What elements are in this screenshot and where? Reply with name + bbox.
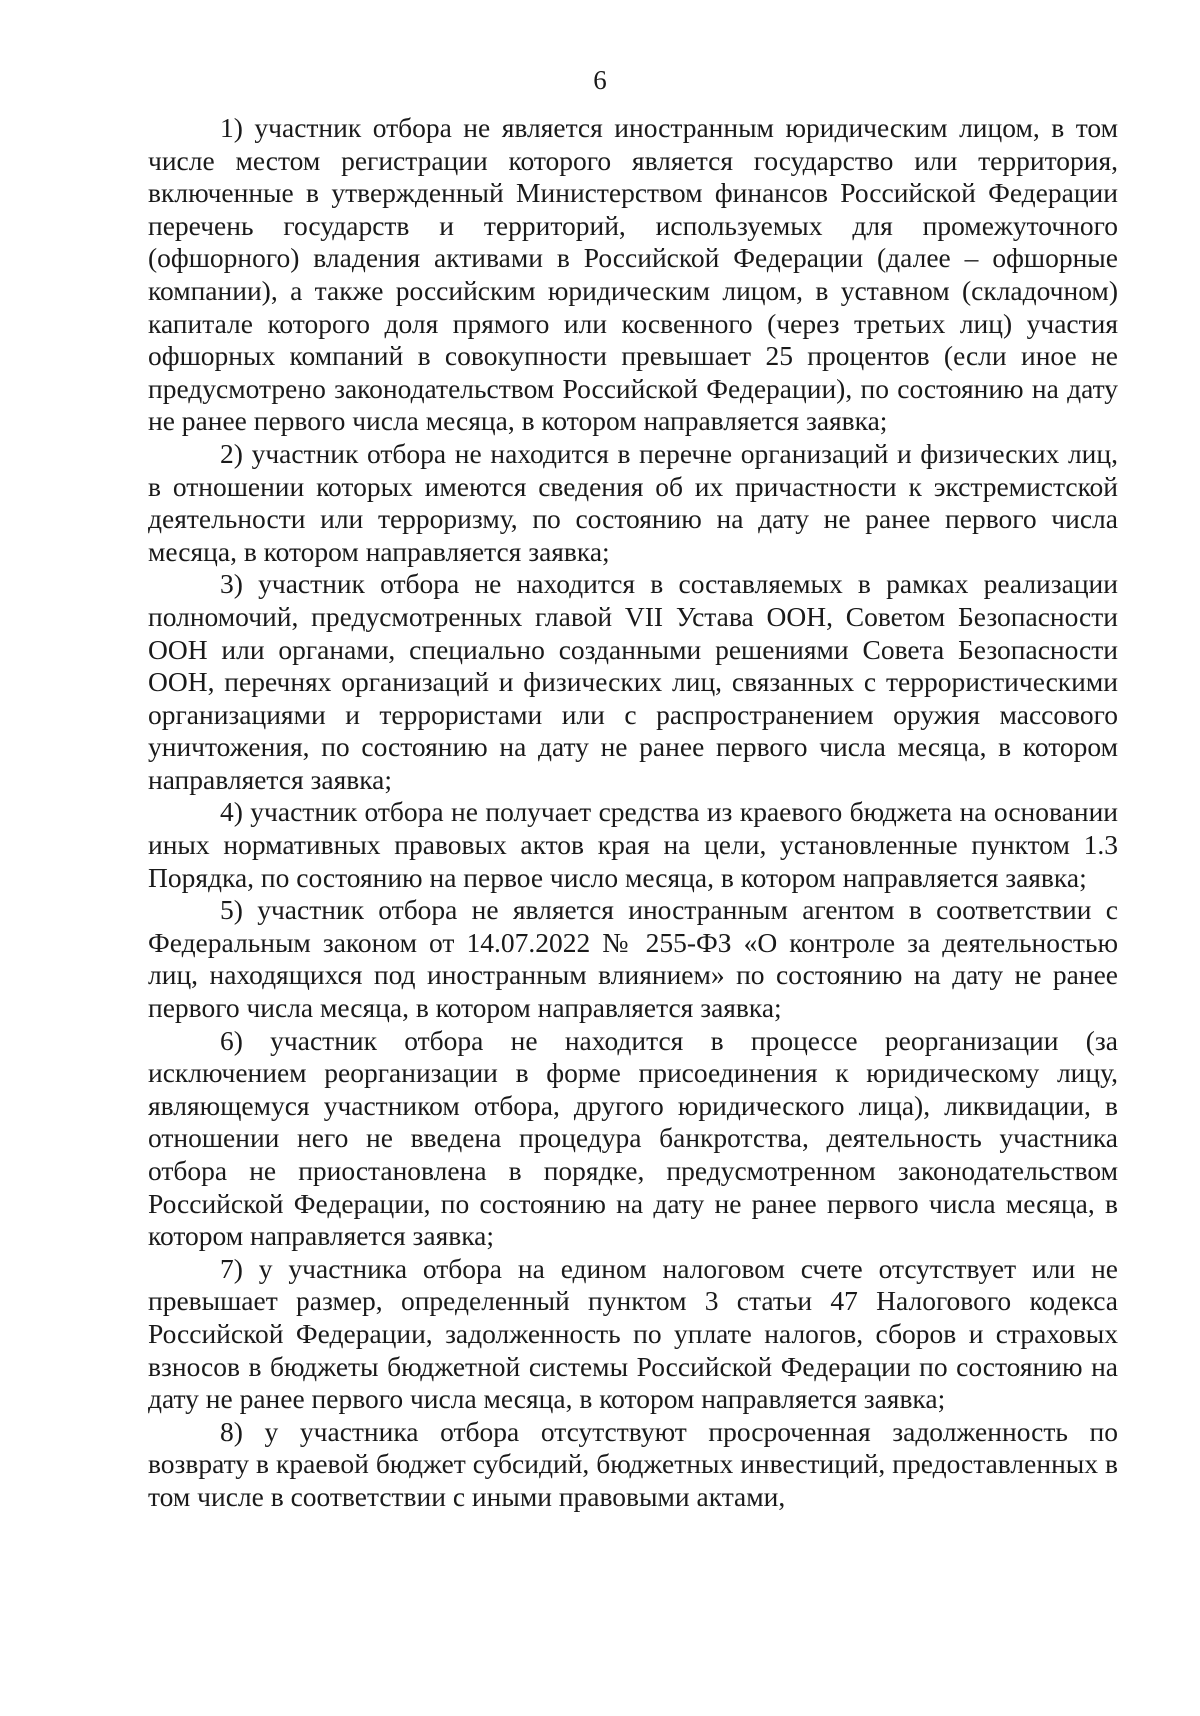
document-body — [148, 112, 1118, 1514]
paragraph-5: 5) участник отбора не является иностранным агентом в соответствии с Федеральным законом от 14.07.2022 № 255-ФЗ «О контроле за деятельностью лиц, находящихся под иностранным влиянием» по состоянию на дату не ранее первого числа месяца, в котором направляется заявка; — [148, 894, 1118, 1024]
paragraph-3: 3) участник отбора не находится в составляемых в рамках реализации полномочий, предусмотренных главой VII Устава ООН, Советом Безопасности ООН или органами, специально созданными решениями Совета Безопасности ООН, перечнях организаций и физических лиц, связанных с террористическими организациями и террористами или с распространением оружия массового уничтожения, по состоянию на дату не ранее первого числа месяца, в котором направляется заявка; — [148, 568, 1118, 795]
page-number: 6 — [593, 65, 607, 95]
paragraph-6: 6) участник отбора не находится в процессе реорганизации (за исключением реорганизации в форме присоединения к юридическому лицу, являющемуся участником отбора, другого юридического лица), ликвидации, в отношении него не введена процедура банкротства, деятельность участника отбора не приостановлена в порядке, предусмотренном законодательством Российской Федерации, по состоянию на дату не ранее первого числа месяца, в котором направляется заявка; — [148, 1024, 1118, 1252]
paragraph-8: 8) у участника отбора отсутствуют просроченная задолженность по возврату в краевой бюджет субсидий, бюджетных инвестиций, предоставленных в том числе в соответствии с иными правовыми актами, — [148, 1415, 1118, 1512]
paragraph-4: 4) участник отбора не получает средства из краевого бюджета на основании иных нормативных правовых актов края на цели, установленные пунктом 1.3 Порядка, по состоянию на первое число месяца, в котором направляется заявка; — [148, 796, 1118, 893]
paragraph-2: 2) участник отбора не находится в перечне организаций и физических лиц, в отношении которых имеются сведения об их причастности к экстремистской деятельности или терроризму, по состоянию на дату не ранее первого числа месяца, в котором направляется заявка; — [148, 437, 1118, 567]
paragraph-7: 7) у участника отбора на едином налоговом счете отсутствует или не превышает размер, определенный пунктом 3 статьи 47 Налогового кодекса Российской Федерации, задолженность по уплате налогов, сборов и страховых взносов в бюджеты бюджетной системы Российской Федерации по состоянию на дату не ранее первого числа месяца, в котором направляется заявка; — [148, 1252, 1118, 1415]
paragraph-1: 1) участник отбора не является иностранным юридическим лицом, в том числе местом регистрации которого является государство или территория, включенные в утвержденный Министерством финансов Российской Федерации перечень государств и территорий, используемых для промежуточного (офшорного) владения активами в Российской Федерации (далее – офшорные компании), а также российским юридическим лицом, в уставном (складочном) капитале которого доля прямого или косвенного (через третьих лиц) участия офшорных компаний в совокупности превышает 25 процентов (если иное не предусмотрено законодательством Российской Федерации), по состоянию на дату не ранее первого числа месяца, в котором направляется заявка; — [148, 112, 1118, 437]
